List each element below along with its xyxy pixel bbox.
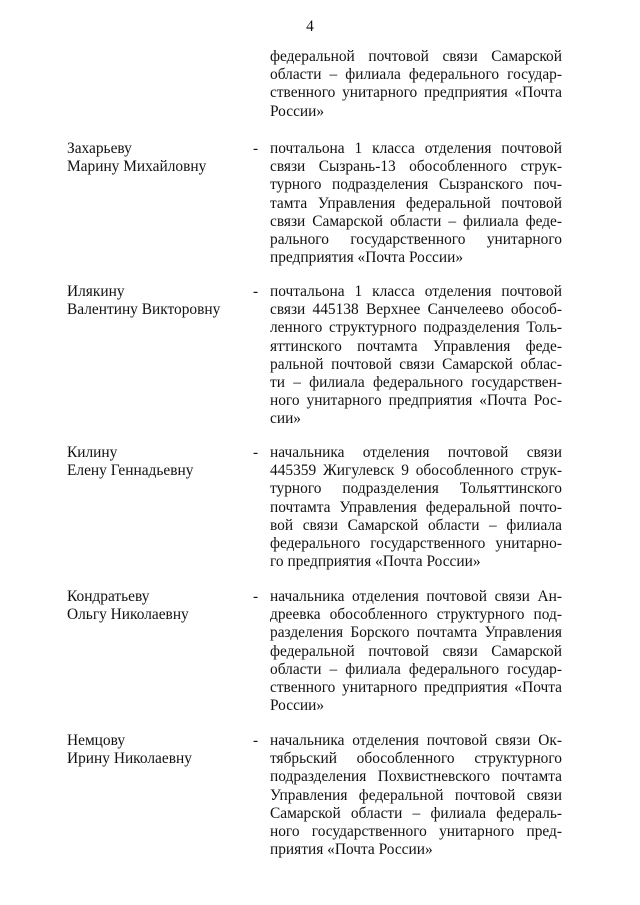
description-line: начальника отделения почтовой связи Ок- — [270, 732, 562, 749]
person-given-name: Елену Геннадьевну — [67, 462, 194, 480]
description-line: 445359 Жигулевск 9 обособленного струк- — [270, 462, 562, 480]
person-name — [67, 444, 247, 480]
description-line: ленного структурного подразделения Толь- — [270, 319, 562, 337]
description-line: сии» — [270, 410, 301, 428]
description-line: связи Сызрань-13 обособленного струк- — [270, 158, 562, 176]
entry-description — [270, 444, 562, 571]
person-given-name: Ирину Николаевну — [67, 750, 192, 768]
description-line: Самарской области – филиала федераль- — [270, 804, 562, 822]
person-name — [67, 283, 247, 319]
person-name — [67, 588, 247, 624]
description-line: яттинского почтамта Управления феде- — [270, 337, 562, 355]
description-line: подразделения Похвистневского почтамта — [270, 768, 562, 786]
description-line: ного государственного унитарного пред- — [270, 823, 562, 841]
person-name — [67, 732, 247, 768]
person-surname: Килину — [67, 444, 118, 461]
description-line: Управления федеральной почтовой связи — [270, 786, 562, 804]
description-line: федеральной почтовой связи Самарской — [270, 48, 562, 65]
entry-dash: - — [253, 732, 259, 749]
page-number: 4 — [306, 18, 314, 35]
person-given-name: Марину Михайловну — [67, 158, 207, 176]
description-line: области – филиала федерального государ- — [270, 660, 562, 678]
description-line: вой связи Самарской области – филиала — [270, 516, 562, 534]
description-line: почтальона 1 класса отделения почтовой — [270, 140, 562, 157]
person-given-name: Валентину Викторовну — [67, 301, 221, 319]
description-line: области – филиала федерального государ- — [270, 66, 562, 84]
description-line: тябрьский обособленного структурного — [270, 750, 562, 768]
description-line: почтальона 1 класса отделения почтовой — [270, 283, 562, 300]
entry-description — [270, 732, 562, 859]
entry-dash: - — [253, 588, 259, 605]
description-line: связи Самарской области – филиала феде- — [270, 212, 562, 230]
description-line: России» — [270, 102, 325, 120]
description-line: разделения Борского почтамта Управления — [270, 624, 562, 642]
description-line: ного унитарного предприятия «Почта Рос- — [270, 392, 562, 410]
description-line: России» — [270, 697, 325, 715]
person-surname: Кондратьеву — [67, 588, 150, 605]
person-surname: Илякину — [67, 283, 125, 300]
entry-dash: - — [253, 140, 259, 157]
description-line: предприятия «Почта России» — [270, 249, 464, 267]
description-line: начальника отделения почтовой связи Ан- — [270, 588, 562, 605]
entry-dash: - — [253, 283, 259, 300]
description-line: начальника отделения почтовой связи — [270, 444, 562, 461]
description-line: ти – филиала федерального государствен- — [270, 374, 562, 392]
description-line: тамта Управления федеральной почтовой — [270, 194, 562, 212]
description-line: рального государственного унитарного — [270, 231, 562, 249]
entry-description — [270, 48, 562, 121]
description-line: федеральной почтовой связи Самарской — [270, 642, 562, 660]
entry-dash: - — [253, 444, 259, 461]
description-line: го предприятия «Почта России» — [270, 553, 481, 571]
person-surname: Немцову — [67, 732, 126, 749]
description-line: ственного унитарного предприятия «Почта — [270, 679, 562, 697]
description-line: ральной почтовой связи Самарской облас- — [270, 355, 562, 373]
entry-description — [270, 588, 562, 715]
description-line: почтамта Управления федеральной почто- — [270, 498, 562, 516]
person-given-name: Ольгу Николаевну — [67, 606, 189, 624]
description-line: дреевка обособленного структурного под- — [270, 606, 562, 624]
entry-description — [270, 140, 562, 267]
description-line: турного подразделения Сызранского поч- — [270, 176, 562, 194]
description-line: турного подразделения Тольяттинского — [270, 480, 562, 498]
description-line: федерального государственного унитарно- — [270, 535, 562, 553]
description-line: приятия «Почта России» — [270, 841, 433, 859]
person-name — [67, 140, 247, 176]
description-line: ственного унитарного предприятия «Почта — [270, 84, 562, 102]
entry-description — [270, 283, 562, 429]
description-line: связи 445138 Верхнее Санчелеево обособ- — [270, 301, 562, 319]
person-surname: Захарьеву — [67, 140, 132, 157]
